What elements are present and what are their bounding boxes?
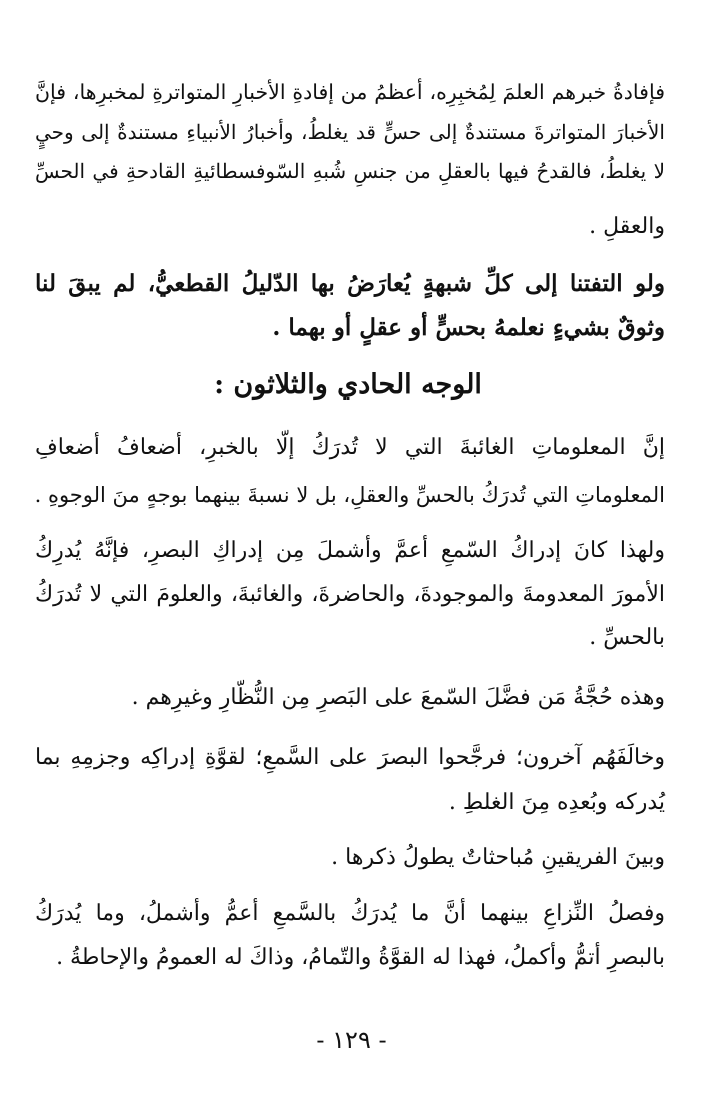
page-number: - ١٢٩ - xyxy=(316,1026,387,1054)
text-line: لا يغلطُ، فالقدحُ فيها بالعقلِ من جنسِ شُبهِ السّوفسطائيةِ القادحةِ في الحسِّ xyxy=(35,159,665,183)
section-heading: الوجه الحادي والثلاثون : xyxy=(214,369,482,400)
bold-text-line: ولو التفتنا إلى كلِّ شبهةٍ يُعارَضُ بها الدّليلُ القطعيُّ، لم يبقَ لنا xyxy=(35,270,665,297)
text-line: وهذه حُجَّةُ مَن فضَّلَ السّمعَ على البَصرِ مِن النُّظّارِ وغيرِهم . xyxy=(131,685,665,710)
text-line: الأمورَ المعدومةَ والموجودةَ، والحاضرةَ، والغائبةَ، والعلومَ التي لا تُدرَكُ xyxy=(35,582,665,607)
text-line: والعقلِ . xyxy=(589,214,665,239)
text-line: وفصلُ النِّزاعِ بينهما أنَّ ما يُدرَكُ بالسَّمعِ أعمُّ وأشملُ، وما يُدرَكُ xyxy=(35,901,665,926)
bold-text-line: وثوقٌ بشيءٍ نعلمهُ بحسٍّ أو عقلٍ أو بهما . xyxy=(272,314,665,341)
text-line: المعلوماتِ التي تُدرَكُ بالحسِّ والعقلِ، بل لا نسبةَ بينهما بوجهٍ منَ الوجوهِ . xyxy=(34,483,665,507)
text-line: ولهذا كانَ إدراكُ السّمعِ أعمَّ وأشملَ مِن إدراكِ البصرِ، فإنَّهُ يُدرِكُ xyxy=(35,538,665,563)
text-line: بالحسِّ . xyxy=(589,625,665,650)
text-line: وخالَفَهُم آخرون؛ فرجَّحوا البصرَ على السَّمعِ؛ لقوَّةِ إدراكِه وجزمِهِ بما xyxy=(35,745,665,770)
text-line: الأخبارَ المتواترةَ مستندةٌ إلى حسٍّ قد يغلطُ، وأخبارُ الأنبياءِ مستندةٌ إلى وحيٍ xyxy=(35,120,665,144)
text-line: يُدركه وبُعدِه مِنَ الغلطِ . xyxy=(448,790,665,815)
text-line: وبينَ الفريقينِ مُباحثاتٌ يطولُ ذكرها . xyxy=(331,845,665,870)
text-line: إنَّ المعلوماتِ الغائبةَ التي لا تُدرَكُ إلّا بالخبرِ، أضعافُ أضعافِ xyxy=(35,435,665,460)
text-line: فإفادةُ خبرهم العلمَ لِمُخبِرِه، أعظمُ من إفادةِ الأخبارِ المتواترةِ لمخبرِها، فإنَّ xyxy=(35,80,665,104)
text-line: بالبصرِ أتمُّ وأكملُ، فهذا له القوَّةُ والتّمامُ، وذاكَ له العمومُ والإحاطةُ . xyxy=(56,945,665,970)
